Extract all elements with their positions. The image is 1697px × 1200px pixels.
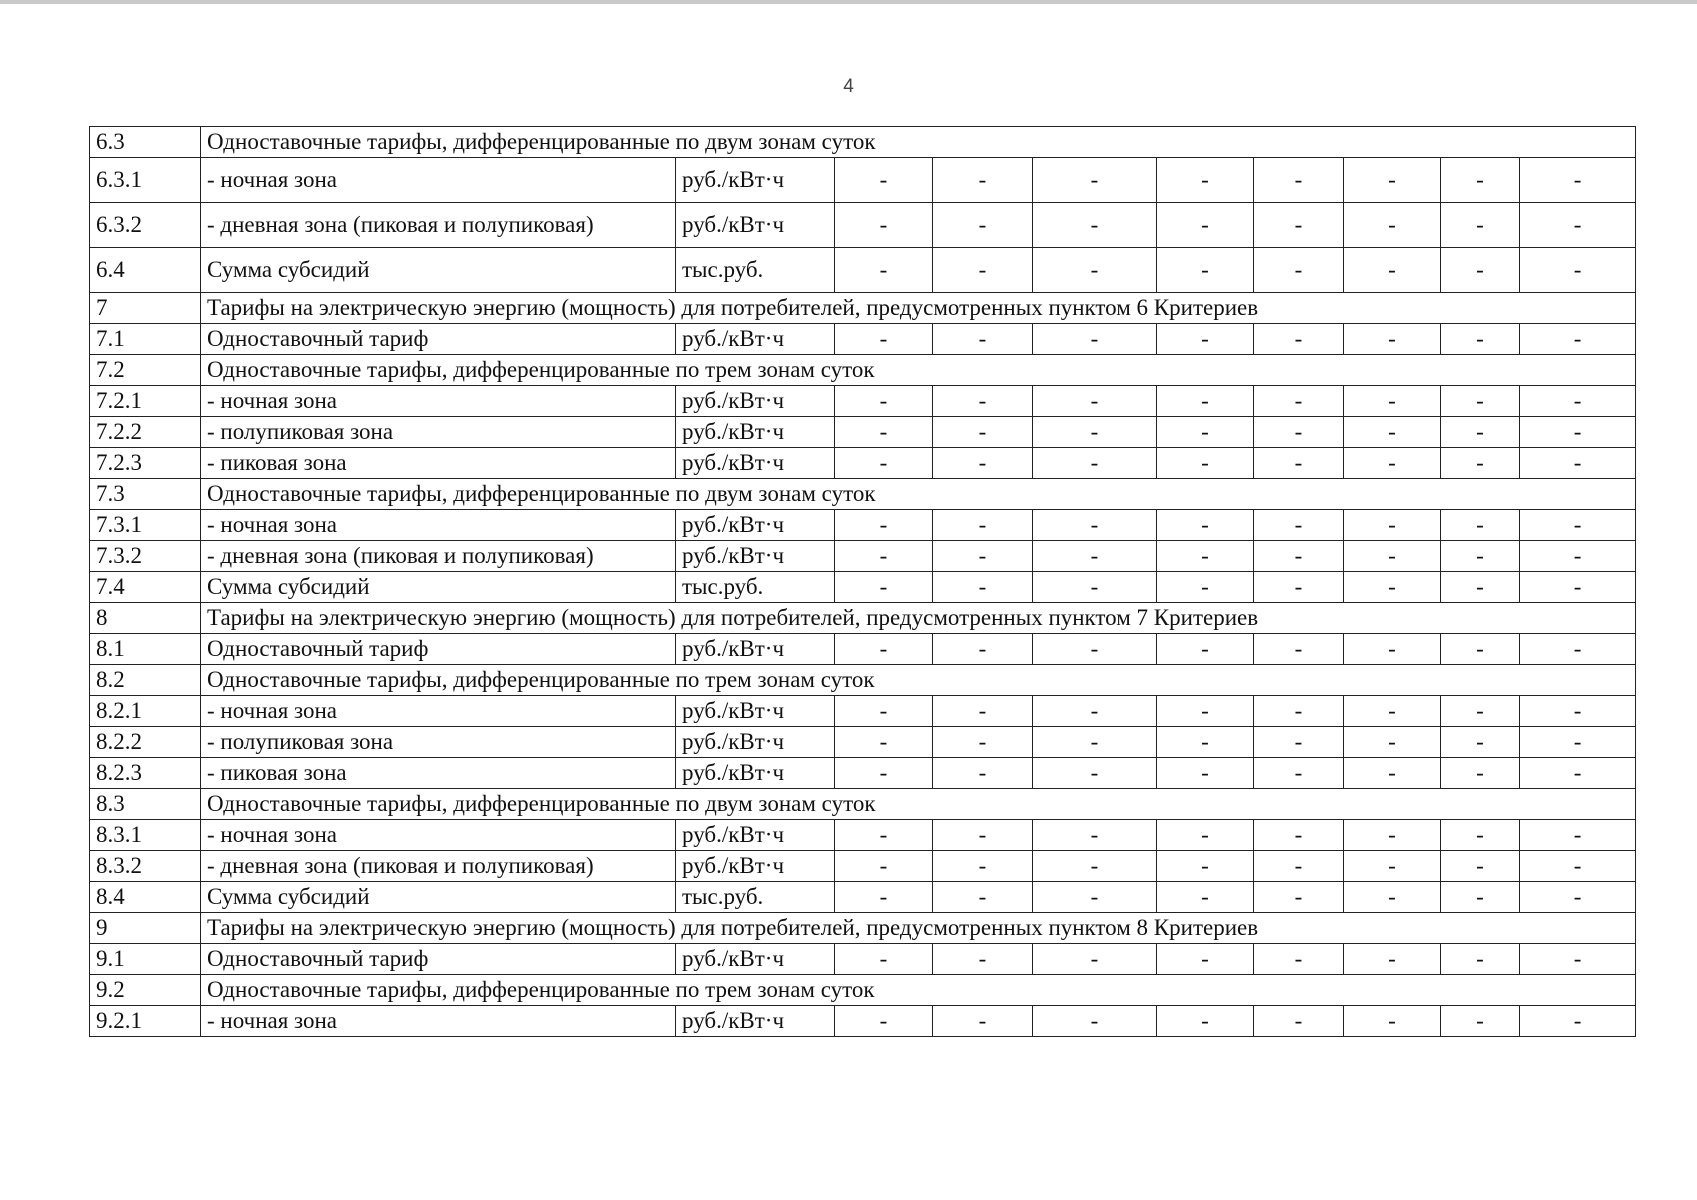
value-cell: - (1520, 944, 1636, 975)
value-cell: - (1520, 541, 1636, 572)
value-cell: - (1033, 541, 1157, 572)
value-cell: - (1520, 727, 1636, 758)
value-cell: - (835, 324, 933, 355)
value-cell: - (933, 572, 1033, 603)
value-cell: - (1033, 727, 1157, 758)
row-number: 6.3.2 (90, 203, 201, 248)
value-cell: - (835, 541, 933, 572)
value-cell: - (1441, 696, 1520, 727)
value-cell: - (1441, 634, 1520, 665)
value-cell: - (1441, 820, 1520, 851)
value-cell: - (1441, 324, 1520, 355)
row-number: 8.1 (90, 634, 201, 665)
row-number: 7.1 (90, 324, 201, 355)
table-row (90, 417, 1636, 448)
value-cell: - (933, 634, 1033, 665)
value-cell: - (1344, 541, 1441, 572)
value-cell: - (1520, 158, 1636, 203)
row-unit: руб./кВт·ч (676, 203, 835, 248)
value-cell: - (1157, 696, 1254, 727)
value-cell: - (1254, 248, 1344, 293)
value-cell: - (1157, 324, 1254, 355)
value-cell: - (835, 386, 933, 417)
row-number: 8.2 (90, 665, 201, 696)
row-name: - пиковая зона (201, 448, 676, 479)
value-cell: - (1344, 386, 1441, 417)
value-cell: - (1157, 541, 1254, 572)
section-row (90, 913, 1636, 944)
value-cell: - (835, 448, 933, 479)
row-name: Одноставочный тариф (201, 324, 676, 355)
section-title: Одноставочные тарифы, дифференцированные по трем зонам суток (201, 975, 1636, 1006)
row-name: Сумма субсидий (201, 248, 676, 293)
row-number: 7.3.2 (90, 541, 201, 572)
value-cell: - (835, 510, 933, 541)
row-unit: руб./кВт·ч (676, 158, 835, 203)
value-cell: - (1157, 820, 1254, 851)
row-unit: тыс.руб. (676, 882, 835, 913)
row-name: - ночная зона (201, 386, 676, 417)
value-cell: - (1520, 696, 1636, 727)
value-cell: - (1520, 203, 1636, 248)
value-cell: - (1157, 448, 1254, 479)
row-unit: руб./кВт·ч (676, 727, 835, 758)
value-cell: - (1344, 324, 1441, 355)
value-cell: - (1033, 634, 1157, 665)
table-row (90, 248, 1636, 293)
value-cell: - (1157, 727, 1254, 758)
page-number: 4 (843, 76, 854, 97)
table-row (90, 758, 1636, 789)
row-number: 8.4 (90, 882, 201, 913)
section-row (90, 665, 1636, 696)
value-cell: - (1157, 634, 1254, 665)
value-cell: - (1033, 417, 1157, 448)
row-name: - полупиковая зона (201, 417, 676, 448)
value-cell: - (1344, 203, 1441, 248)
value-cell: - (933, 158, 1033, 203)
value-cell: - (835, 203, 933, 248)
value-cell: - (1344, 758, 1441, 789)
value-cell: - (1344, 944, 1441, 975)
value-cell: - (1033, 696, 1157, 727)
value-cell: - (933, 417, 1033, 448)
table-row (90, 696, 1636, 727)
row-name: - ночная зона (201, 510, 676, 541)
row-name: Сумма субсидий (201, 572, 676, 603)
row-unit: тыс.руб. (676, 248, 835, 293)
value-cell: - (1441, 572, 1520, 603)
value-cell: - (835, 696, 933, 727)
value-cell: - (1033, 324, 1157, 355)
row-name: - дневная зона (пиковая и полупиковая) (201, 203, 676, 248)
value-cell: - (1441, 158, 1520, 203)
row-unit: руб./кВт·ч (676, 510, 835, 541)
value-cell: - (1520, 448, 1636, 479)
row-unit: руб./кВт·ч (676, 541, 835, 572)
value-cell: - (933, 203, 1033, 248)
value-cell: - (1441, 1006, 1520, 1037)
row-unit: руб./кВт·ч (676, 1006, 835, 1037)
section-title: Тарифы на электрическую энергию (мощность) для потребителей, предусмотренных пунктом 8 Критериев (201, 913, 1636, 944)
table-row (90, 386, 1636, 417)
value-cell: - (1033, 1006, 1157, 1037)
row-number: 8.2.2 (90, 727, 201, 758)
table-row (90, 324, 1636, 355)
row-unit: руб./кВт·ч (676, 417, 835, 448)
value-cell: - (1157, 1006, 1254, 1037)
row-number: 6.3.1 (90, 158, 201, 203)
value-cell: - (1254, 510, 1344, 541)
value-cell: - (933, 944, 1033, 975)
row-number: 8.3 (90, 789, 201, 820)
row-name: - ночная зона (201, 1006, 676, 1037)
value-cell: - (1441, 417, 1520, 448)
value-cell: - (1441, 510, 1520, 541)
value-cell: - (1157, 944, 1254, 975)
row-name: - дневная зона (пиковая и полупиковая) (201, 851, 676, 882)
section-title: Одноставочные тарифы, дифференцированные по двум зонам суток (201, 789, 1636, 820)
value-cell: - (1254, 541, 1344, 572)
value-cell: - (1254, 820, 1344, 851)
value-cell: - (1344, 510, 1441, 541)
value-cell: - (1033, 944, 1157, 975)
row-number: 7.2.3 (90, 448, 201, 479)
section-row (90, 479, 1636, 510)
value-cell: - (1254, 324, 1344, 355)
value-cell: - (1441, 851, 1520, 882)
value-cell: - (835, 820, 933, 851)
value-cell: - (933, 386, 1033, 417)
row-name: - дневная зона (пиковая и полупиковая) (201, 541, 676, 572)
value-cell: - (1157, 203, 1254, 248)
value-cell: - (1033, 158, 1157, 203)
value-cell: - (1520, 882, 1636, 913)
value-cell: - (835, 634, 933, 665)
table-row (90, 634, 1636, 665)
value-cell: - (1344, 696, 1441, 727)
section-row (90, 975, 1636, 1006)
value-cell: - (1033, 758, 1157, 789)
value-cell: - (1344, 158, 1441, 203)
table-row (90, 820, 1636, 851)
tariff-table (89, 126, 1636, 1037)
value-cell: - (1033, 203, 1157, 248)
row-name: - полупиковая зона (201, 727, 676, 758)
value-cell: - (1344, 820, 1441, 851)
value-cell: - (1344, 572, 1441, 603)
value-cell: - (1254, 572, 1344, 603)
value-cell: - (1520, 417, 1636, 448)
row-unit: руб./кВт·ч (676, 634, 835, 665)
row-unit: руб./кВт·ч (676, 820, 835, 851)
value-cell: - (1033, 882, 1157, 913)
row-name: Сумма субсидий (201, 882, 676, 913)
row-unit: руб./кВт·ч (676, 448, 835, 479)
value-cell: - (1441, 882, 1520, 913)
value-cell: - (1344, 634, 1441, 665)
row-number: 8.2.3 (90, 758, 201, 789)
value-cell: - (1441, 386, 1520, 417)
section-title: Тарифы на электрическую энергию (мощность) для потребителей, предусмотренных пунктом 7 Критериев (201, 603, 1636, 634)
value-cell: - (835, 944, 933, 975)
table-row (90, 541, 1636, 572)
value-cell: - (1520, 1006, 1636, 1037)
section-row (90, 603, 1636, 634)
table-row (90, 1006, 1636, 1037)
row-number: 8.3.1 (90, 820, 201, 851)
value-cell: - (933, 696, 1033, 727)
section-title: Одноставочные тарифы, дифференцированные по двум зонам суток (201, 479, 1636, 510)
value-cell: - (835, 417, 933, 448)
tariff-table-body (90, 127, 1636, 1037)
row-name: - ночная зона (201, 696, 676, 727)
row-unit: руб./кВт·ч (676, 944, 835, 975)
value-cell: - (1254, 386, 1344, 417)
table-row (90, 944, 1636, 975)
value-cell: - (1254, 882, 1344, 913)
row-unit: руб./кВт·ч (676, 696, 835, 727)
value-cell: - (835, 727, 933, 758)
value-cell: - (1254, 634, 1344, 665)
value-cell: - (1157, 386, 1254, 417)
section-row (90, 293, 1636, 324)
section-title: Одноставочные тарифы, дифференцированные по трем зонам суток (201, 355, 1636, 386)
value-cell: - (1254, 696, 1344, 727)
row-number: 7.3 (90, 479, 201, 510)
value-cell: - (1033, 510, 1157, 541)
value-cell: - (1157, 851, 1254, 882)
table-row (90, 882, 1636, 913)
row-number: 7.2.1 (90, 386, 201, 417)
value-cell: - (1254, 203, 1344, 248)
table-row (90, 203, 1636, 248)
value-cell: - (1254, 158, 1344, 203)
value-cell: - (933, 727, 1033, 758)
row-number: 6.3 (90, 127, 201, 158)
value-cell: - (1157, 758, 1254, 789)
row-number: 7.2.2 (90, 417, 201, 448)
row-number: 8.2.1 (90, 696, 201, 727)
section-title: Одноставочные тарифы, дифференцированные по двум зонам суток (201, 127, 1636, 158)
row-number: 9.1 (90, 944, 201, 975)
table-row (90, 572, 1636, 603)
row-unit: руб./кВт·ч (676, 758, 835, 789)
value-cell: - (1344, 882, 1441, 913)
row-number: 9.2 (90, 975, 201, 1006)
table-row (90, 158, 1636, 203)
value-cell: - (1254, 727, 1344, 758)
row-number: 7 (90, 293, 201, 324)
value-cell: - (835, 758, 933, 789)
value-cell: - (1033, 851, 1157, 882)
value-cell: - (1033, 820, 1157, 851)
row-unit: руб./кВт·ч (676, 324, 835, 355)
value-cell: - (1254, 417, 1344, 448)
row-unit: тыс.руб. (676, 572, 835, 603)
value-cell: - (933, 882, 1033, 913)
value-cell: - (933, 448, 1033, 479)
value-cell: - (1520, 634, 1636, 665)
value-cell: - (835, 1006, 933, 1037)
value-cell: - (1033, 572, 1157, 603)
value-cell: - (1157, 158, 1254, 203)
row-name: - ночная зона (201, 820, 676, 851)
value-cell: - (1033, 248, 1157, 293)
value-cell: - (1033, 448, 1157, 479)
value-cell: - (933, 851, 1033, 882)
value-cell: - (835, 158, 933, 203)
section-row (90, 355, 1636, 386)
value-cell: - (933, 510, 1033, 541)
section-title: Одноставочные тарифы, дифференцированные по трем зонам суток (201, 665, 1636, 696)
top-edge-bar (0, 0, 1697, 4)
section-title: Тарифы на электрическую энергию (мощность) для потребителей, предусмотренных пунктом 6 Критериев (201, 293, 1636, 324)
value-cell: - (1520, 572, 1636, 603)
value-cell: - (1344, 1006, 1441, 1037)
table-row (90, 727, 1636, 758)
value-cell: - (933, 248, 1033, 293)
row-number: 9.2.1 (90, 1006, 201, 1037)
value-cell: - (1254, 758, 1344, 789)
section-row (90, 127, 1636, 158)
value-cell: - (835, 572, 933, 603)
row-name: Одноставочный тариф (201, 634, 676, 665)
row-unit: руб./кВт·ч (676, 851, 835, 882)
value-cell: - (1520, 820, 1636, 851)
row-number: 7.2 (90, 355, 201, 386)
value-cell: - (1157, 417, 1254, 448)
table-row (90, 448, 1636, 479)
value-cell: - (1441, 248, 1520, 293)
value-cell: - (1441, 727, 1520, 758)
row-number: 8 (90, 603, 201, 634)
value-cell: - (1441, 541, 1520, 572)
value-cell: - (1520, 510, 1636, 541)
value-cell: - (835, 248, 933, 293)
value-cell: - (1157, 572, 1254, 603)
row-number: 8.3.2 (90, 851, 201, 882)
value-cell: - (1344, 727, 1441, 758)
value-cell: - (1344, 448, 1441, 479)
row-unit: руб./кВт·ч (676, 386, 835, 417)
value-cell: - (1441, 203, 1520, 248)
value-cell: - (835, 851, 933, 882)
row-name: - ночная зона (201, 158, 676, 203)
row-number: 9 (90, 913, 201, 944)
value-cell: - (1520, 324, 1636, 355)
value-cell: - (933, 758, 1033, 789)
value-cell: - (835, 882, 933, 913)
value-cell: - (1254, 448, 1344, 479)
value-cell: - (933, 1006, 1033, 1037)
row-number: 7.3.1 (90, 510, 201, 541)
row-number: 7.4 (90, 572, 201, 603)
value-cell: - (1441, 944, 1520, 975)
value-cell: - (933, 541, 1033, 572)
value-cell: - (1157, 248, 1254, 293)
value-cell: - (1441, 448, 1520, 479)
row-number: 6.4 (90, 248, 201, 293)
row-name: Одноставочный тариф (201, 944, 676, 975)
value-cell: - (1254, 851, 1344, 882)
value-cell: - (1254, 944, 1344, 975)
section-row (90, 789, 1636, 820)
value-cell: - (1344, 851, 1441, 882)
table-row (90, 851, 1636, 882)
value-cell: - (1520, 851, 1636, 882)
value-cell: - (1344, 417, 1441, 448)
value-cell: - (933, 324, 1033, 355)
row-name: - пиковая зона (201, 758, 676, 789)
value-cell: - (1441, 758, 1520, 789)
table-row (90, 510, 1636, 541)
value-cell: - (1157, 882, 1254, 913)
value-cell: - (1520, 248, 1636, 293)
value-cell: - (933, 820, 1033, 851)
value-cell: - (1157, 510, 1254, 541)
value-cell: - (1520, 758, 1636, 789)
value-cell: - (1520, 386, 1636, 417)
value-cell: - (1033, 386, 1157, 417)
value-cell: - (1344, 248, 1441, 293)
value-cell: - (1254, 1006, 1344, 1037)
